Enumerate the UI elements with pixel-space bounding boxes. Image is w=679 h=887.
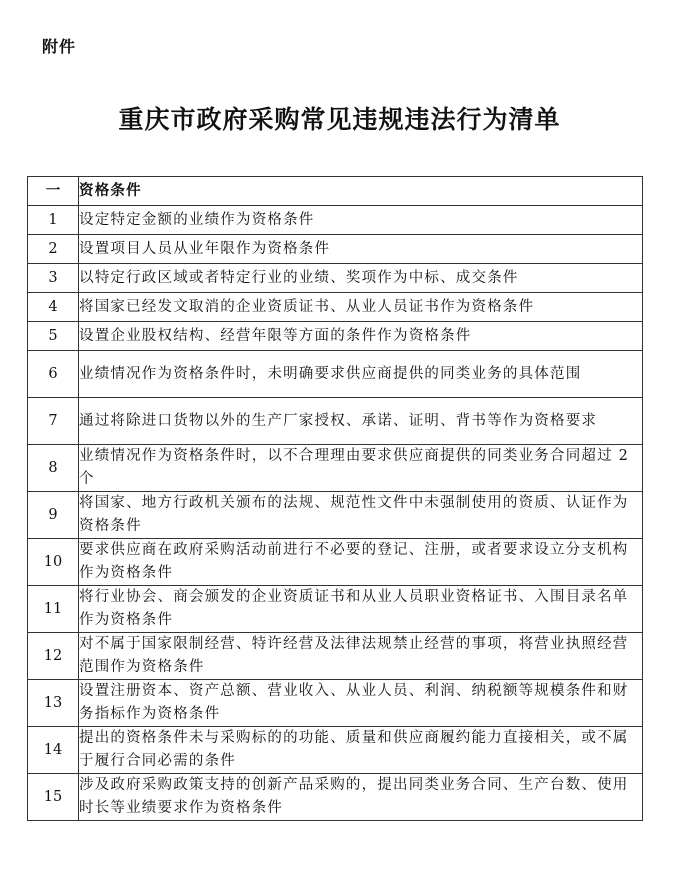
row-text: 涉及政府采购政策支持的创新产品采购的，提出同类业务合同、生产台数、使用时长等业绩要求作为资格条件: [79, 774, 643, 821]
row-number: 7: [28, 398, 79, 445]
row-text: 提出的资格条件未与采购标的的功能、质量和供应商履约能力直接相关，或不属于履行合同必需的条件: [79, 727, 643, 774]
table-row: [28, 398, 643, 445]
table-row: [28, 206, 643, 235]
violations-table: [27, 176, 643, 821]
row-number: 11: [28, 586, 79, 633]
table-row: [28, 680, 643, 727]
section-label: 资格条件: [79, 177, 643, 206]
table-row: [28, 445, 643, 492]
row-number: 15: [28, 774, 79, 821]
table-row: [28, 235, 643, 264]
row-number: 2: [28, 235, 79, 264]
row-number: 5: [28, 322, 79, 351]
row-text: 以特定行政区域或者特定行业的业绩、奖项作为中标、成交条件: [79, 264, 643, 293]
table-row: [28, 727, 643, 774]
row-text: 设定特定金额的业绩作为资格条件: [79, 206, 643, 235]
row-number: 9: [28, 492, 79, 539]
section-number: 一: [28, 177, 79, 206]
row-text: 业绩情况作为资格条件时，以不合理理由要求供应商提供的同类业务合同超过 2 个: [79, 445, 643, 492]
section-header-row: [28, 177, 643, 206]
table-row: [28, 586, 643, 633]
attachment-label: 附件: [42, 37, 77, 56]
row-text: 设置企业股权结构、经营年限等方面的条件作为资格条件: [79, 322, 643, 351]
row-number: 13: [28, 680, 79, 727]
row-text: 业绩情况作为资格条件时，未明确要求供应商提供的同类业务的具体范围: [79, 351, 643, 398]
table-row: [28, 539, 643, 586]
table-row: [28, 774, 643, 821]
row-number: 8: [28, 445, 79, 492]
table-row: [28, 351, 643, 398]
table-row: [28, 633, 643, 680]
row-number: 4: [28, 293, 79, 322]
row-text: 设置项目人员从业年限作为资格条件: [79, 235, 643, 264]
page-title: 重庆市政府采购常见违规违法行为清单: [118, 105, 561, 134]
row-number: 14: [28, 727, 79, 774]
row-text: 通过将除进口货物以外的生产厂家授权、承诺、证明、背书等作为资格要求: [79, 398, 643, 445]
row-text: 将国家、地方行政机关颁布的法规、规范性文件中未强制使用的资质、认证作为资格条件: [79, 492, 643, 539]
table-row: [28, 293, 643, 322]
row-text: 要求供应商在政府采购活动前进行不必要的登记、注册，或者要求设立分支机构作为资格条件: [79, 539, 643, 586]
row-text: 对不属于国家限制经营、特许经营及法律法规禁止经营的事项，将营业执照经营范围作为资格条件: [79, 633, 643, 680]
table-row: [28, 264, 643, 293]
row-text: 设置注册资本、资产总额、营业收入、从业人员、利润、纳税额等规模条件和财务指标作为资格条件: [79, 680, 643, 727]
row-number: 1: [28, 206, 79, 235]
table-row: [28, 492, 643, 539]
row-number: 10: [28, 539, 79, 586]
row-number: 3: [28, 264, 79, 293]
row-number: 12: [28, 633, 79, 680]
table-row: [28, 322, 643, 351]
row-text: 将国家已经发文取消的企业资质证书、从业人员证书作为资格条件: [79, 293, 643, 322]
row-number: 6: [28, 351, 79, 398]
row-text: 将行业协会、商会颁发的企业资质证书和从业人员职业资格证书、入围目录名单作为资格条件: [79, 586, 643, 633]
